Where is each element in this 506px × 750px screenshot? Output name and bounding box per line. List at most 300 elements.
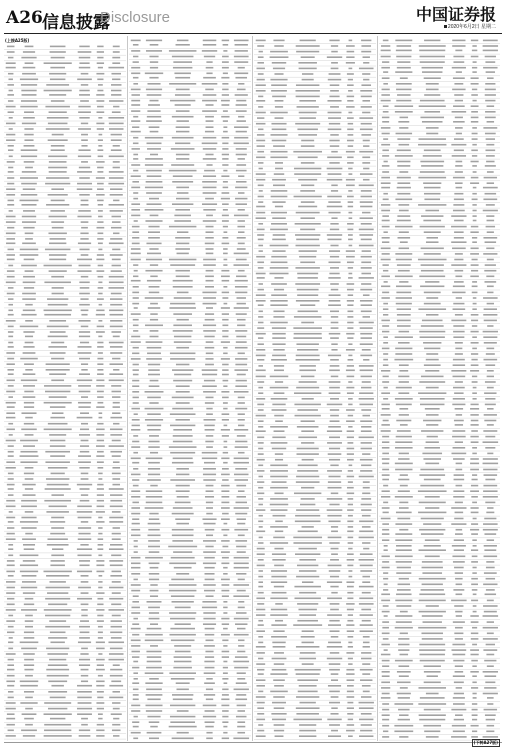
cell-text	[146, 358, 162, 360]
cell-text	[258, 658, 263, 660]
cell-text	[176, 89, 190, 91]
cell-text	[97, 149, 103, 151]
cell-text	[301, 185, 314, 187]
cell-text	[425, 408, 440, 410]
cell-text	[382, 714, 390, 716]
cell-text	[347, 289, 354, 291]
cell-text	[381, 45, 390, 47]
cell-text	[361, 190, 372, 192]
cell-text	[205, 667, 215, 669]
cell-text	[173, 458, 193, 460]
cell-text	[382, 533, 390, 535]
cell-text	[99, 417, 103, 419]
cell-text	[8, 336, 13, 338]
cell-text	[382, 523, 389, 525]
cell-text	[485, 133, 496, 135]
cell-text	[454, 220, 464, 222]
cell-text	[360, 570, 372, 572]
cell-text	[96, 331, 105, 333]
cell-text	[400, 611, 408, 613]
cell-text	[454, 474, 465, 476]
cell-text	[7, 713, 15, 715]
cell-text	[177, 253, 189, 255]
cell-text	[297, 289, 319, 291]
cell-text	[486, 578, 495, 580]
cell-text	[111, 90, 121, 92]
cell-text	[426, 353, 438, 355]
cell-text	[422, 638, 443, 640]
cell-text	[472, 67, 477, 69]
cell-text	[7, 94, 14, 96]
cell-text	[169, 83, 196, 85]
cell-text	[205, 546, 213, 548]
cell-text	[296, 355, 320, 357]
cell-text	[302, 581, 313, 583]
cell-text	[347, 196, 354, 198]
cell-text	[221, 391, 229, 393]
cell-text	[205, 198, 214, 200]
cell-text	[131, 248, 141, 250]
cell-text	[347, 679, 355, 681]
cell-text	[272, 217, 286, 219]
cell-text	[51, 221, 64, 223]
cell-text	[98, 282, 102, 284]
cell-text	[9, 117, 13, 119]
cell-text	[6, 188, 15, 190]
cell-text	[150, 485, 157, 487]
cell-text	[256, 294, 266, 296]
cell-text	[97, 227, 105, 229]
cell-text	[270, 267, 289, 269]
cell-text	[348, 168, 352, 170]
cell-text	[397, 193, 410, 195]
cell-text	[20, 571, 38, 573]
cell-text	[150, 584, 157, 586]
cell-text	[302, 459, 314, 461]
cell-text	[8, 171, 14, 173]
cell-text	[132, 385, 139, 387]
cell-text	[271, 359, 287, 361]
cell-text	[272, 129, 287, 131]
cell-text	[236, 297, 245, 299]
cell-text	[150, 452, 158, 454]
cell-text	[170, 716, 195, 718]
cell-text	[381, 697, 391, 699]
cell-text	[150, 276, 157, 278]
cell-text	[131, 104, 140, 106]
cell-text	[421, 264, 444, 266]
cell-text	[485, 364, 495, 366]
cell-text	[330, 90, 339, 92]
cell-text	[472, 693, 476, 695]
cell-text	[131, 187, 140, 189]
cell-text	[6, 587, 14, 589]
cell-text	[234, 634, 249, 636]
cell-text	[234, 567, 249, 569]
cell-text	[381, 644, 389, 646]
cell-text	[297, 565, 318, 567]
cell-text	[258, 442, 264, 444]
cell-text	[426, 89, 439, 91]
cell-text	[109, 598, 123, 600]
cell-text	[79, 90, 89, 92]
cell-text	[456, 615, 462, 617]
cell-text	[453, 359, 465, 361]
cell-text	[222, 215, 229, 217]
cell-text	[171, 148, 195, 150]
cell-text	[426, 133, 438, 135]
cell-text	[237, 551, 246, 553]
cell-text	[98, 293, 102, 295]
cell-text	[133, 137, 138, 139]
cell-text	[426, 127, 439, 129]
cell-text	[300, 702, 316, 704]
cell-text	[426, 241, 439, 243]
cell-text	[97, 79, 103, 81]
cell-text	[238, 535, 245, 537]
cell-text	[172, 181, 193, 183]
cell-text	[50, 406, 66, 408]
cell-text	[271, 576, 286, 578]
cell-text	[382, 121, 389, 123]
cell-text	[274, 365, 284, 367]
cell-text	[21, 183, 37, 185]
cell-text	[50, 417, 64, 419]
cell-text	[330, 311, 339, 313]
cell-text	[23, 544, 35, 546]
cell-text	[81, 326, 89, 328]
cell-text	[258, 592, 264, 594]
cell-text	[331, 730, 338, 732]
cell-text	[330, 630, 340, 632]
cell-text	[234, 253, 249, 255]
cell-text	[257, 669, 264, 671]
cell-text	[51, 555, 64, 557]
cell-text	[397, 308, 411, 310]
cell-text	[361, 442, 372, 444]
cell-text	[361, 311, 372, 313]
cell-text	[146, 651, 161, 653]
cell-text	[471, 621, 479, 623]
cell-text	[455, 665, 463, 667]
cell-text	[78, 517, 92, 519]
cell-text	[78, 533, 90, 535]
cell-text	[48, 194, 68, 196]
cell-text	[21, 314, 36, 316]
cell-text	[52, 548, 63, 550]
cell-text	[203, 523, 215, 525]
cell-text	[44, 429, 72, 431]
cell-text	[331, 679, 338, 681]
cell-text	[398, 204, 409, 206]
cell-text	[81, 724, 88, 726]
cell-text	[176, 243, 189, 245]
cell-text	[235, 280, 248, 282]
cell-text	[49, 254, 66, 256]
cell-text	[78, 527, 91, 529]
cell-text	[420, 161, 444, 163]
cell-text	[397, 325, 411, 327]
cell-text	[222, 220, 229, 222]
cell-text	[331, 45, 338, 47]
cell-text	[222, 435, 229, 437]
cell-text	[223, 120, 228, 122]
cell-text	[221, 518, 230, 520]
cell-text	[395, 155, 413, 157]
cell-text	[149, 618, 160, 620]
cell-text	[97, 111, 105, 113]
cell-text	[8, 544, 13, 546]
cell-text	[25, 467, 34, 469]
cell-text	[223, 170, 227, 172]
cell-text	[109, 697, 123, 699]
cell-text	[146, 120, 162, 122]
cell-text	[7, 675, 15, 677]
cell-text	[202, 385, 217, 387]
cell-text	[454, 633, 463, 635]
cell-text	[299, 256, 316, 258]
cell-text	[483, 430, 497, 432]
cell-text	[359, 245, 374, 247]
cell-text	[79, 391, 91, 393]
cell-text	[420, 171, 445, 173]
cell-text	[486, 155, 495, 157]
cell-text	[486, 561, 494, 563]
cell-text	[455, 408, 463, 410]
cell-text	[206, 126, 214, 128]
cell-text	[424, 187, 441, 189]
cell-text	[97, 451, 104, 453]
cell-text	[206, 732, 212, 734]
cell-text	[399, 364, 409, 366]
cell-text	[381, 276, 390, 278]
cell-text	[259, 51, 263, 53]
cell-text	[203, 468, 216, 470]
cell-text	[363, 487, 370, 489]
cell-text	[485, 264, 496, 266]
cell-text	[46, 128, 70, 130]
cell-text	[97, 494, 104, 496]
cell-text	[396, 50, 412, 52]
cell-text	[133, 468, 138, 470]
cell-text	[381, 50, 391, 52]
cell-text	[270, 157, 287, 159]
cell-text	[23, 735, 35, 737]
cell-text	[399, 414, 409, 416]
cell-text	[145, 158, 163, 160]
cell-text	[256, 415, 266, 417]
cell-text	[400, 77, 408, 79]
cell-text	[77, 216, 91, 218]
cell-text	[25, 336, 33, 338]
cell-text	[51, 188, 64, 190]
cell-text	[363, 168, 369, 170]
cell-text	[258, 96, 263, 98]
cell-text	[453, 121, 465, 123]
cell-text	[237, 672, 246, 674]
cell-text	[329, 387, 340, 389]
cell-text	[109, 587, 123, 589]
cell-text	[47, 675, 69, 677]
cell-text	[423, 420, 441, 422]
cell-text	[418, 204, 446, 206]
cell-text	[423, 182, 441, 184]
cell-text	[329, 437, 340, 439]
cell-text	[483, 671, 498, 673]
cell-text	[176, 187, 189, 189]
cell-text	[222, 336, 228, 338]
cell-text	[419, 50, 445, 52]
cell-text	[204, 567, 214, 569]
cell-text	[110, 194, 123, 196]
cell-text	[424, 682, 441, 684]
cell-text	[235, 364, 247, 366]
cell-text	[329, 392, 341, 394]
cell-text	[384, 549, 388, 551]
cell-text	[299, 685, 317, 687]
cell-text	[395, 105, 414, 107]
cell-text	[453, 210, 465, 212]
cell-text	[382, 61, 389, 63]
cell-text	[274, 707, 285, 709]
cell-text	[381, 370, 390, 372]
cell-text	[454, 237, 464, 239]
cell-text	[79, 637, 90, 639]
cell-text	[236, 170, 247, 172]
cell-text	[349, 245, 353, 247]
cell-text	[171, 557, 195, 559]
cell-text	[150, 380, 159, 382]
cell-text	[381, 248, 391, 250]
cell-text	[147, 699, 160, 701]
cell-text	[24, 604, 34, 606]
footer-rule	[4, 742, 502, 743]
cell-text	[381, 682, 390, 684]
cell-text	[399, 408, 408, 410]
cell-text	[79, 358, 90, 360]
cell-text	[455, 502, 463, 504]
cell-text	[236, 164, 246, 166]
cell-text	[223, 612, 227, 614]
cell-text	[97, 183, 104, 185]
cell-text	[111, 681, 121, 683]
cell-text	[455, 342, 463, 344]
cell-text	[150, 215, 159, 217]
cell-text	[147, 429, 160, 431]
cell-text	[258, 283, 263, 285]
cell-text	[20, 358, 37, 360]
cell-text	[150, 726, 157, 728]
cell-text	[50, 79, 65, 81]
cell-text	[419, 578, 446, 580]
cell-text	[395, 276, 413, 278]
cell-text	[487, 539, 494, 541]
cell-text	[20, 440, 38, 442]
cell-text	[51, 358, 64, 360]
cell-text	[176, 385, 190, 387]
cell-text	[8, 445, 14, 447]
cell-text	[395, 71, 412, 73]
cell-text	[49, 94, 66, 96]
cell-text	[131, 110, 140, 112]
cell-text	[359, 559, 374, 561]
cell-text	[6, 243, 15, 245]
cell-text	[236, 131, 247, 133]
cell-text	[486, 71, 495, 73]
cell-text	[146, 458, 163, 460]
cell-text	[7, 177, 14, 179]
cell-text	[347, 459, 354, 461]
cell-text	[147, 732, 162, 734]
cell-text	[77, 598, 92, 600]
cell-text	[381, 414, 391, 416]
cell-text	[8, 57, 13, 59]
cell-text	[77, 506, 92, 508]
cell-text	[222, 330, 228, 332]
cell-text	[6, 718, 15, 720]
cell-text	[455, 441, 463, 443]
cell-text	[347, 229, 353, 231]
cell-text	[361, 283, 371, 285]
cell-text	[425, 556, 440, 558]
cell-text	[275, 521, 283, 523]
cell-text	[471, 331, 479, 333]
cell-text	[7, 724, 15, 726]
cell-text	[275, 603, 283, 605]
cell-text	[395, 447, 413, 449]
cell-text	[8, 149, 13, 151]
cell-text	[235, 623, 247, 625]
cell-text	[256, 349, 265, 351]
cell-text	[206, 640, 214, 642]
cell-text	[473, 605, 477, 607]
cell-text	[296, 646, 319, 648]
cell-text	[274, 724, 285, 726]
cell-text	[347, 696, 355, 698]
cell-text	[470, 370, 479, 372]
cell-text	[381, 210, 390, 212]
cell-text	[45, 391, 70, 393]
cell-text	[6, 139, 15, 141]
cell-text	[206, 253, 214, 255]
cell-text	[25, 417, 33, 419]
cell-text	[133, 83, 138, 85]
cell-text	[174, 215, 191, 217]
cell-text	[110, 298, 123, 300]
cell-text	[146, 50, 162, 52]
cell-text	[327, 234, 342, 236]
cell-text	[148, 374, 160, 376]
cell-text	[235, 330, 247, 332]
cell-text	[6, 62, 16, 64]
cell-text	[426, 83, 439, 85]
cell-text	[49, 73, 66, 75]
cell-text	[132, 181, 139, 183]
cell-text	[397, 161, 410, 163]
cell-text	[256, 614, 265, 616]
cell-text	[47, 326, 69, 328]
cell-text	[398, 644, 409, 646]
cell-text	[150, 131, 159, 133]
cell-text	[472, 644, 477, 646]
cell-text	[470, 424, 478, 426]
cell-text	[221, 358, 230, 360]
cell-text	[98, 156, 103, 158]
cell-text	[43, 571, 71, 573]
cell-text	[78, 149, 90, 151]
cell-text	[203, 303, 217, 305]
cell-text	[272, 702, 286, 704]
